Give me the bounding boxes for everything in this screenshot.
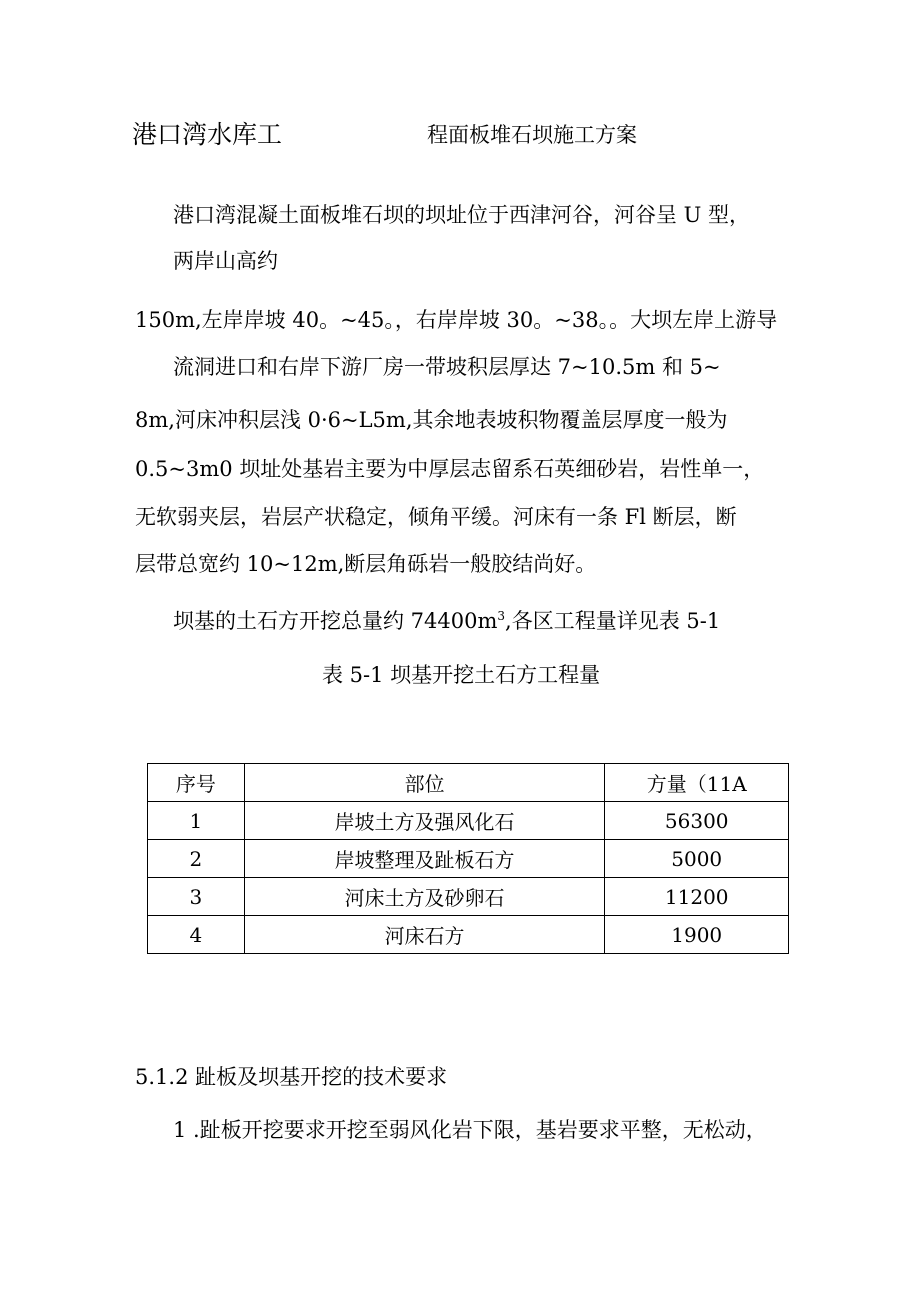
section-heading: 5.1.2 趾板及坝基开挖的技术要求 (135, 1065, 448, 1089)
paragraph-2-line-2: 流洞进口和右岸下游厂房一带坡积层厚达 7~10.5m 和 5~ (173, 355, 721, 379)
superscript-3: 3 (497, 609, 506, 623)
paragraph-2-line-1: 150m,左岸岸坡 40。~45。，右岸岸坡 30。~38。。大坝左岸上游导 (135, 308, 778, 332)
cell-volume: 11200 (605, 878, 789, 916)
header-location: 部位 (244, 764, 605, 802)
paragraph-3-text-tail: ,各区工程量详见表 5-1 (505, 609, 721, 633)
cell-location: 岸坡整理及趾板石方 (244, 840, 605, 878)
paragraph-3 (173, 606, 720, 636)
requirement-item-1: 1 .趾板开挖要求开挖至弱风化岩下限，基岩要求平整，无松动， (173, 1118, 767, 1142)
cell-index: 1 (148, 802, 245, 840)
quantity-table (147, 763, 789, 954)
cell-volume: 5000 (605, 840, 789, 878)
table-row (148, 802, 789, 840)
paragraph-1-line-2: 两岸山高约 (173, 249, 278, 273)
paragraph-3-text: 坝基的土石方开挖总量约 74400m (173, 609, 498, 633)
paragraph-2-line-5: 无软弱夹层，岩层产状稳定，倾角平缓。河床有一条 Fl 断层，断 (135, 505, 737, 529)
paragraph-2-line-4: 0.5~3m0 坝址处基岩主要为中厚层志留系石英细砂岩，岩性单一， (135, 457, 765, 481)
cell-volume: 1900 (605, 916, 789, 954)
document-title-left: 港口湾水库工 (132, 120, 283, 149)
paragraph-2-line-3: 8m,河床冲积层浅 0·6~L5m,其余地表坡积物覆盖层厚度一般为 (135, 408, 728, 432)
cell-index: 4 (148, 916, 245, 954)
paragraph-2-line-6: 层带总宽约 10~12m,断层角砾岩一般胶结尚好。 (135, 552, 597, 576)
cell-index: 2 (148, 840, 245, 878)
cell-volume: 56300 (605, 802, 789, 840)
table-caption: 表 5-1 坝基开挖土石方工程量 (322, 663, 601, 687)
document-title-right: 程面板堆石坝施工方案 (427, 123, 637, 147)
cell-location: 河床土方及砂卵石 (244, 878, 605, 916)
cell-location: 河床石方 (244, 916, 605, 954)
table-row (148, 916, 789, 954)
table-row (148, 878, 789, 916)
table-row (148, 840, 789, 878)
table-header-row (148, 764, 789, 802)
cell-location: 岸坡土方及强风化石 (244, 802, 605, 840)
paragraph-1-line-1: 港口湾混凝土面板堆石坝的坝址位于西津河谷，河谷呈 U 型， (173, 203, 751, 227)
header-index: 序号 (148, 764, 245, 802)
cell-index: 3 (148, 878, 245, 916)
header-volume: 方量（11A (605, 764, 789, 802)
